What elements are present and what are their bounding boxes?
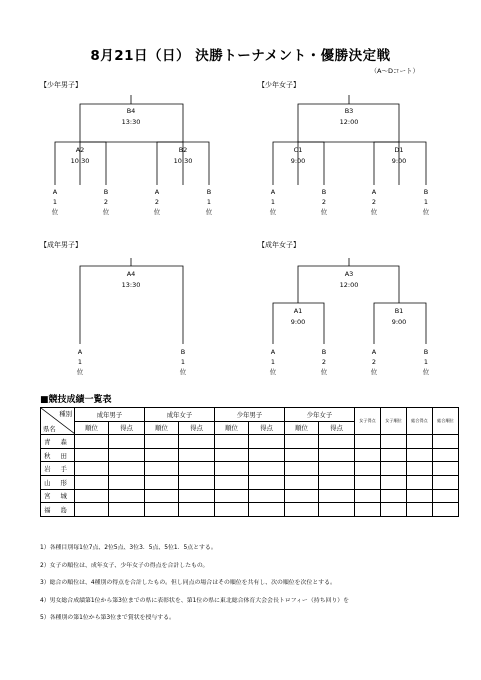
results-table [40,407,459,517]
prefecture-name: 山 形 [41,475,75,489]
note-item: 4）男女総合成績第1位から第3位までの県に表彰状を、第1位の県に東北総合体育大会会長トロフィー（持ち回り）を [40,597,350,604]
seed-slot: B 1 位 [422,348,430,376]
result-cell [75,462,109,476]
result-cell [145,489,179,503]
result-cell [381,503,407,517]
note-item: 1）各種目別毎1位7点、2位5点、3位3．5点、5位1．5点とする。 [40,545,217,551]
seed-slot: A 1 位 [269,188,277,216]
result-cell [75,489,109,503]
table-row [41,462,459,476]
section-label-women-adult: 【成年女子】 [258,241,300,249]
prefecture-name: 岩 手 [41,462,75,476]
category-header: 少年女子 [285,408,355,422]
result-cell [319,503,355,517]
match-final: B3 12:00 [339,107,359,126]
match-semi: A1 9:00 [290,307,306,326]
match-semi: B2 10:30 [173,146,193,165]
rank-subheader: 順位 [215,421,249,435]
seed-slot: B 2 位 [320,188,328,216]
result-cell [319,489,355,503]
result-cell [433,489,459,503]
seed-slot: B 1 位 [205,188,213,216]
result-cell [145,448,179,462]
result-cell [249,462,285,476]
result-cell [433,448,459,462]
result-cell [145,503,179,517]
result-cell [215,435,249,449]
result-cell [215,503,249,517]
corner-category-label: 種別 [59,410,72,418]
result-cell [355,462,381,476]
result-cell [249,435,285,449]
table-row [41,435,459,449]
result-cell [433,462,459,476]
result-cell [381,462,407,476]
match-semi: D1 9:00 [391,146,407,165]
result-cell [355,475,381,489]
seed-slot: A 1 位 [269,348,277,376]
table-row [41,489,459,503]
match-semi: A2 10:30 [70,146,90,165]
result-cell [407,489,433,503]
extra-header: 女子順位 [381,408,407,435]
result-cell [285,503,319,517]
match-final: B4 13:30 [121,107,141,126]
corner-prefecture-label: 県名 [43,425,56,434]
results-table-heading: ■競技成績一覧表 [40,395,112,405]
rank-subheader: 順位 [75,421,109,435]
result-cell [179,462,215,476]
seed-slot: A 2 位 [153,188,161,216]
result-cell [75,475,109,489]
table-row [41,448,459,462]
result-cell [215,462,249,476]
seed-slot: A 2 位 [370,348,378,376]
prefecture-name: 福 島 [41,503,75,517]
match-semi: C1 9:00 [290,146,306,165]
result-cell [407,435,433,449]
category-header: 成年男子 [75,408,145,422]
result-cell [285,462,319,476]
result-cell [75,503,109,517]
result-cell [355,503,381,517]
result-cell [109,462,145,476]
seed-slot: A 1 位 [76,348,84,376]
result-cell [407,462,433,476]
result-cell [215,489,249,503]
result-cell [145,475,179,489]
table-row [41,475,459,489]
section-label-girls-youth: 【少年女子】 [258,81,300,89]
match-final: A4 13:30 [121,270,141,289]
result-cell [381,475,407,489]
points-subheader: 得点 [249,421,285,435]
prefecture-name: 秋 田 [41,448,75,462]
notes [40,540,349,628]
seed-slot: B 1 位 [179,348,187,376]
result-cell [249,489,285,503]
result-cell [249,475,285,489]
seed-slot: B 2 位 [320,348,328,376]
result-cell [109,448,145,462]
note-item: 3）総合の順位は、4種別の得点を合計したもの。但し同点の場合はその順位を共有し、次の順位を次位とする。 [40,580,336,586]
table-corner-cell [41,408,75,435]
result-cell [75,448,109,462]
result-cell [319,448,355,462]
category-header: 成年女子 [145,408,215,422]
result-cell [179,475,215,489]
note-item: 5）各種別の第1位から第3位まで賞状を授与する。 [40,615,175,621]
result-cell [319,435,355,449]
rank-subheader: 順位 [285,421,319,435]
result-cell [319,462,355,476]
result-cell [145,462,179,476]
result-cell [433,503,459,517]
table-row [41,503,459,517]
result-cell [407,475,433,489]
seed-slot: B 1 位 [422,188,430,216]
note-item: 2）女子の順位は、成年女子、少年女子の得点を合計したもの。 [40,562,209,569]
prefecture-rows [41,435,459,517]
result-cell [285,489,319,503]
prefecture-name: 青 森 [41,435,75,449]
result-cell [319,475,355,489]
result-cell [179,503,215,517]
seed-slot: A 2 位 [370,188,378,216]
rank-subheader: 順位 [145,421,179,435]
extra-header: 総合得点 [407,408,433,435]
result-cell [109,489,145,503]
seed-slot: B 2 位 [102,188,110,216]
section-label-men-adult: 【成年男子】 [40,241,82,249]
result-cell [215,475,249,489]
extra-header: 女子得点 [355,408,381,435]
result-cell [285,475,319,489]
result-cell [433,435,459,449]
category-header: 少年男子 [215,408,285,422]
result-cell [407,503,433,517]
result-cell [109,435,145,449]
result-cell [407,448,433,462]
result-cell [145,435,179,449]
result-cell [433,475,459,489]
page-subtitle: （A～Dコート） [370,67,419,75]
seed-slot: A 1 位 [51,188,59,216]
result-cell [215,448,249,462]
result-cell [381,448,407,462]
result-cell [355,435,381,449]
points-subheader: 得点 [179,421,215,435]
result-cell [249,503,285,517]
result-cell [381,489,407,503]
points-subheader: 得点 [109,421,145,435]
match-semi: B1 9:00 [391,307,407,326]
match-final: A3 12:00 [339,270,359,289]
result-cell [285,448,319,462]
result-cell [285,435,319,449]
section-label-boys-youth: 【少年男子】 [40,81,82,89]
points-subheader: 得点 [319,421,355,435]
result-cell [109,503,145,517]
result-cell [355,489,381,503]
result-cell [381,435,407,449]
result-cell [249,448,285,462]
result-cell [75,435,109,449]
prefecture-name: 宮 城 [41,489,75,503]
result-cell [179,448,215,462]
result-cell [179,435,215,449]
page-title: 8月21日（日） 決勝トーナメント・優勝決定戦 [90,48,391,64]
result-cell [109,475,145,489]
result-cell [179,489,215,503]
result-cell [355,448,381,462]
extra-header: 総合順位 [433,408,459,435]
